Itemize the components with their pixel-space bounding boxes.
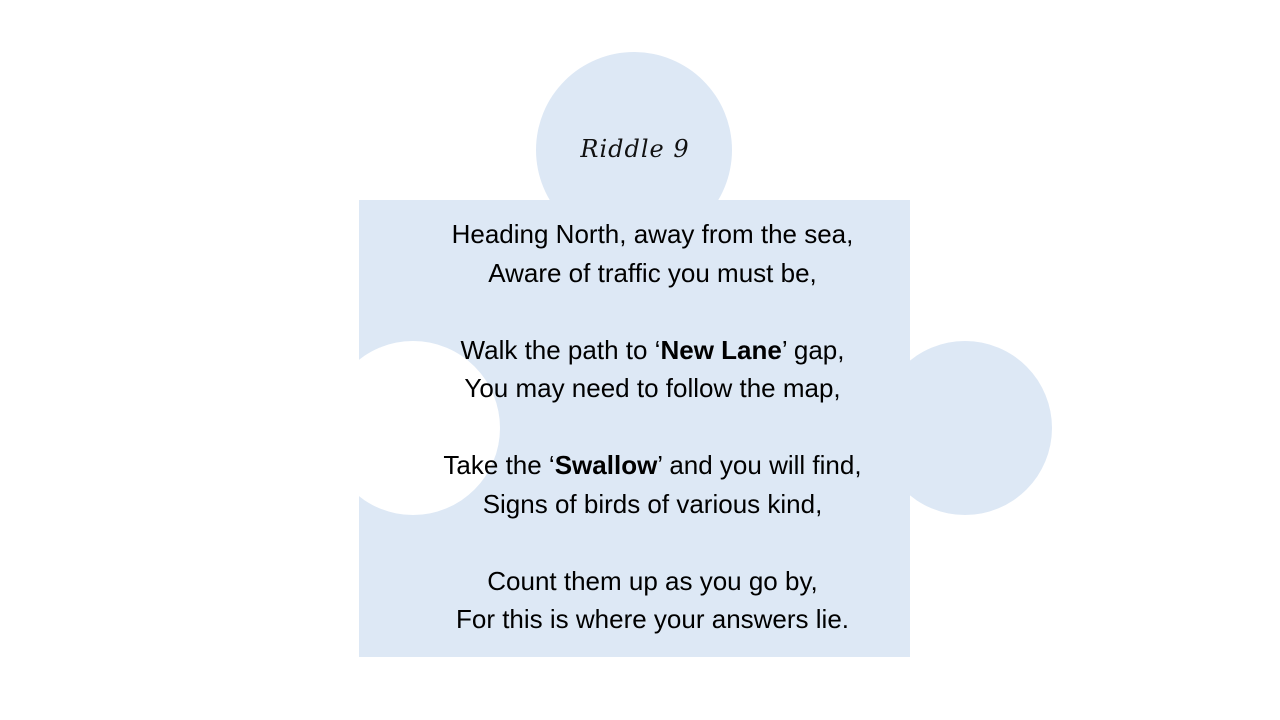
poem-stanza-4	[360, 562, 945, 639]
poem-line: Count them up as you go by,	[487, 565, 818, 596]
poem-line	[360, 446, 945, 485]
poem-stanza-2	[360, 331, 945, 408]
place-name-swallow: Swallow	[554, 450, 658, 480]
poem-line: For this is where your answers lie.	[455, 604, 850, 634]
poem-stanza-1	[360, 215, 945, 292]
poem-line: Aware of traffic you must be,	[488, 257, 817, 288]
poem-line	[360, 331, 945, 370]
place-name-new-lane: New Lane	[660, 334, 782, 365]
poem-line: Heading North, away from the sea,	[451, 219, 854, 249]
poem-line: Signs of birds of various kind,	[482, 488, 823, 519]
poem-line-prefix: Walk the path to ‘	[460, 334, 661, 365]
riddle-poem	[360, 215, 945, 639]
poem-line-suffix: ’ gap,	[781, 334, 845, 365]
riddle-title: Riddle 9	[580, 135, 690, 163]
poem-line: You may need to follow the map,	[464, 373, 841, 403]
poem-stanza-3	[360, 446, 945, 523]
poem-line-prefix: Take the ‘	[443, 450, 555, 480]
poem-line-suffix: ’ and you will find,	[657, 450, 862, 480]
